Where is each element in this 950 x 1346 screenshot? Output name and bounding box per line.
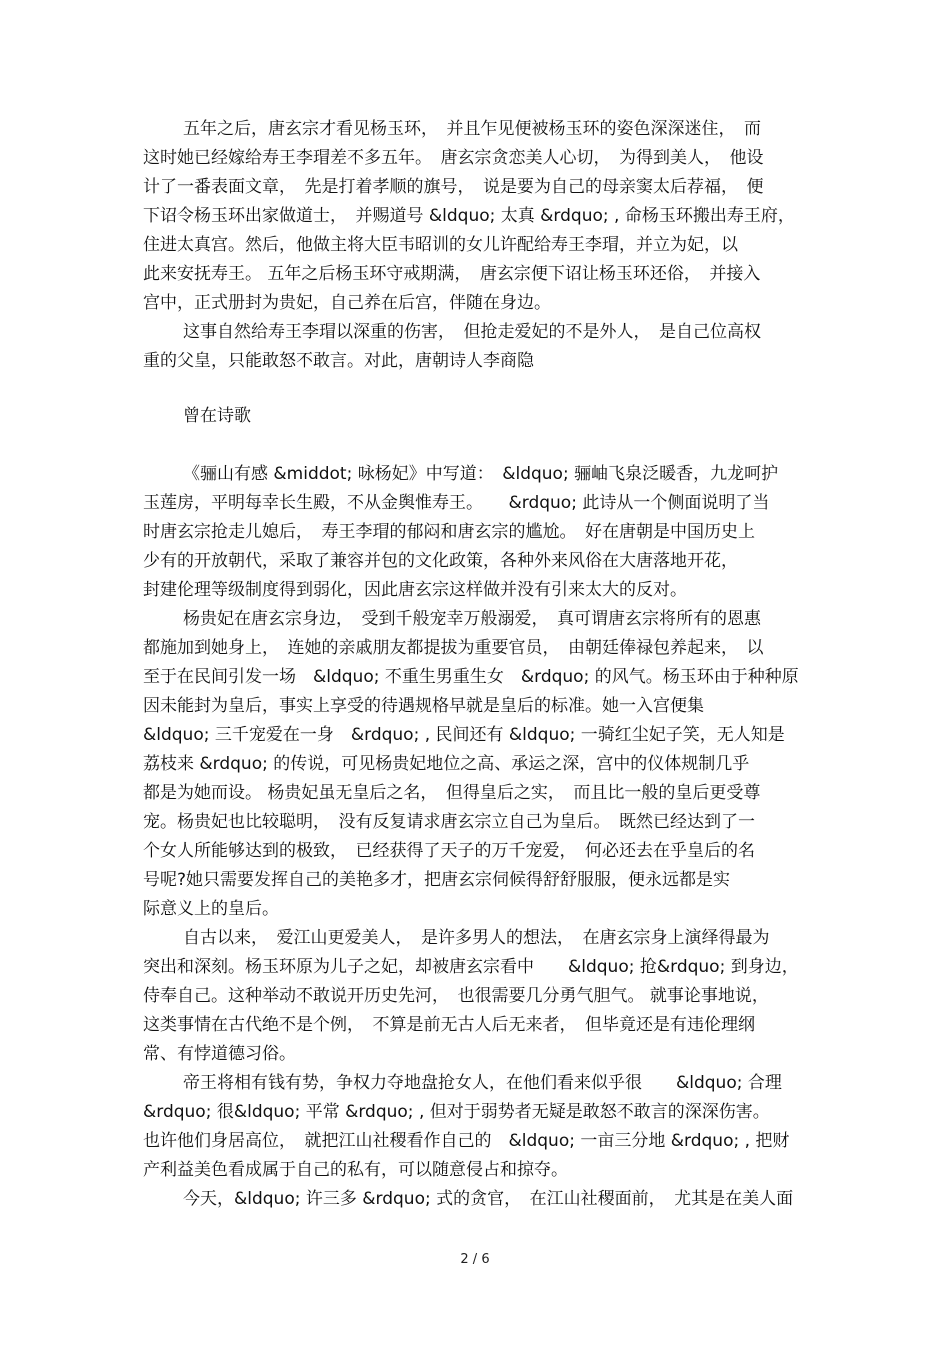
paragraph-block-2 bbox=[143, 402, 813, 431]
paragraph-block-3 bbox=[143, 460, 813, 1214]
text-line: 计了一番表面文章， 先是打着孝顺的旗号， 说是要为自己的母亲窦太后荐福， 便 bbox=[143, 177, 764, 197]
text-line: 都施加到她身上， 连她的亲戚朋友都提拔为重要官员， 由朝廷俸禄包养起来， 以 bbox=[143, 638, 764, 658]
text-line: 至于在民间引发一场 &ldquo; 不重生男重生女 &rdquo; 的风气。杨玉环由于种种原 bbox=[143, 667, 799, 687]
text-line: 因未能封为皇后，事实上享受的待遇规格早就是皇后的标准。她一入宫便集 bbox=[143, 696, 704, 716]
paragraph-block-1 bbox=[143, 115, 813, 376]
text-line: 杨贵妃在唐玄宗身边， 受到千般宠幸万般溺爱， 真可谓唐玄宗将所有的恩惠 bbox=[183, 609, 761, 629]
text-line: 宠。杨贵妃也比较聪明， 没有反复请求唐玄宗立自己为皇后。 既然已经达到了一 bbox=[143, 812, 755, 832]
text-line: 帝王将相有钱有势，争权力夺地盘抢女人，在他们看来似乎很 &ldquo; 合理 bbox=[183, 1073, 782, 1093]
text-line: 此来安抚寿王。 五年之后杨玉环守戒期满， 唐玄宗便下诏让杨玉环还俗， 并接入 bbox=[143, 264, 761, 284]
text-line: 重的父皇，只能敢怒不敢言。对此，唐朝诗人李商隐 bbox=[143, 351, 534, 371]
text-line: 封建伦理等级制度得到弱化，因此唐玄宗这样做并没有引来太大的反对。 bbox=[143, 580, 687, 600]
text-line: 都是为她而设。 杨贵妃虽无皇后之名， 但得皇后之实， 而且比一般的皇后更受尊 bbox=[143, 783, 761, 803]
text-line: 曾在诗歌 bbox=[183, 406, 251, 426]
page-number: 2 / 6 bbox=[460, 1252, 490, 1267]
text-line: 五年之后，唐玄宗才看见杨玉环， 并且乍见便被杨玉环的姿色深深迷住， 而 bbox=[183, 119, 761, 139]
text-line: 少有的开放朝代，采取了兼容并包的文化政策，各种外来风俗在大唐落地开花， bbox=[143, 551, 738, 571]
text-line: 也许他们身居高位， 就把江山社稷看作自己的 &ldquo; 一亩三分地 &rdquo; , 把财 bbox=[143, 1131, 790, 1151]
text-line: 《骊山有感 &middot; 咏杨妃》中写道： &ldquo; 骊岫飞泉泛暖香，九龙呵护 bbox=[183, 464, 779, 484]
text-line: 侍奉自己。这种举动不敢说开历史先河， 也很需要几分勇气胆气。 就事论事地说， bbox=[143, 986, 769, 1006]
text-line: 住进太真宫。然后，他做主将大臣韦昭训的女儿许配给寿王李瑁，并立为妃，以 bbox=[143, 235, 738, 255]
text-line: 这类事情在古代绝不是个例， 不算是前无古人后无来者， 但毕竟还是有违伦理纲 bbox=[143, 1015, 755, 1035]
text-line: 这时她已经嫁给寿王李瑁差不多五年。 唐玄宗贪恋美人心切， 为得到美人， 他设 bbox=[143, 148, 764, 168]
text-line: &rdquo; 很&ldquo; 平常 &rdquo; , 但对于弱势者无疑是敢怒不敢言的深深伤害。 bbox=[143, 1102, 770, 1122]
text-line: 个女人所能够达到的极致， 已经获得了天子的万千宠爱， 何必还去在乎皇后的名 bbox=[143, 841, 755, 861]
text-line: 产利益美色看成属于自己的私有，可以随意侵占和掠夺。 bbox=[143, 1160, 568, 1180]
text-line: 宫中，正式册封为贵妃，自己养在后宫，伴随在身边。 bbox=[143, 293, 551, 313]
text-line: 自古以来， 爱江山更爱美人， 是许多男人的想法， 在唐玄宗身上演绎得最为 bbox=[183, 928, 770, 948]
text-line: 这事自然给寿王李瑁以深重的伤害， 但抢走爱妃的不是外人， 是自己位高权 bbox=[183, 322, 761, 342]
text-line: 突出和深刻。杨玉环原为儿子之妃，却被唐玄宗看中 &ldquo; 抢&rdquo; 到身边， bbox=[143, 957, 799, 977]
text-line: 际意义上的皇后。 bbox=[143, 899, 279, 919]
text-line: 今天，&ldquo; 许三多 &rdquo; 式的贪官， 在江山社稷面前， 尤其是在美人面 bbox=[183, 1189, 794, 1209]
text-line: 下诏令杨玉环出家做道士， 并赐道号 &ldquo; 太真 &rdquo; , 命杨玉环搬出寿王府， bbox=[143, 206, 795, 226]
text-line: 常、有悖道德习俗。 bbox=[143, 1044, 296, 1064]
text-line: 荔枝来 &rdquo; 的传说，可见杨贵妃地位之高、承运之深，宫中的仪体规制几乎 bbox=[143, 754, 750, 774]
text-line: 时唐玄宗抢走儿媳后， 寿王李瑁的郁闷和唐玄宗的尴尬。 好在唐朝是中国历史上 bbox=[143, 522, 755, 542]
text-line: 玉莲房，平明每幸长生殿，不从金舆惟寿王。 &rdquo; 此诗从一个侧面说明了当 bbox=[143, 493, 770, 513]
text-line: 号呢?她只需要发挥自己的美艳多才，把唐玄宗伺候得舒舒服服，便永远都是实 bbox=[143, 870, 731, 890]
text-line: &ldquo; 三千宠爱在一身 &rdquo; , 民间还有 &ldquo; 一骑红尘妃子笑，无人知是 bbox=[143, 725, 785, 745]
